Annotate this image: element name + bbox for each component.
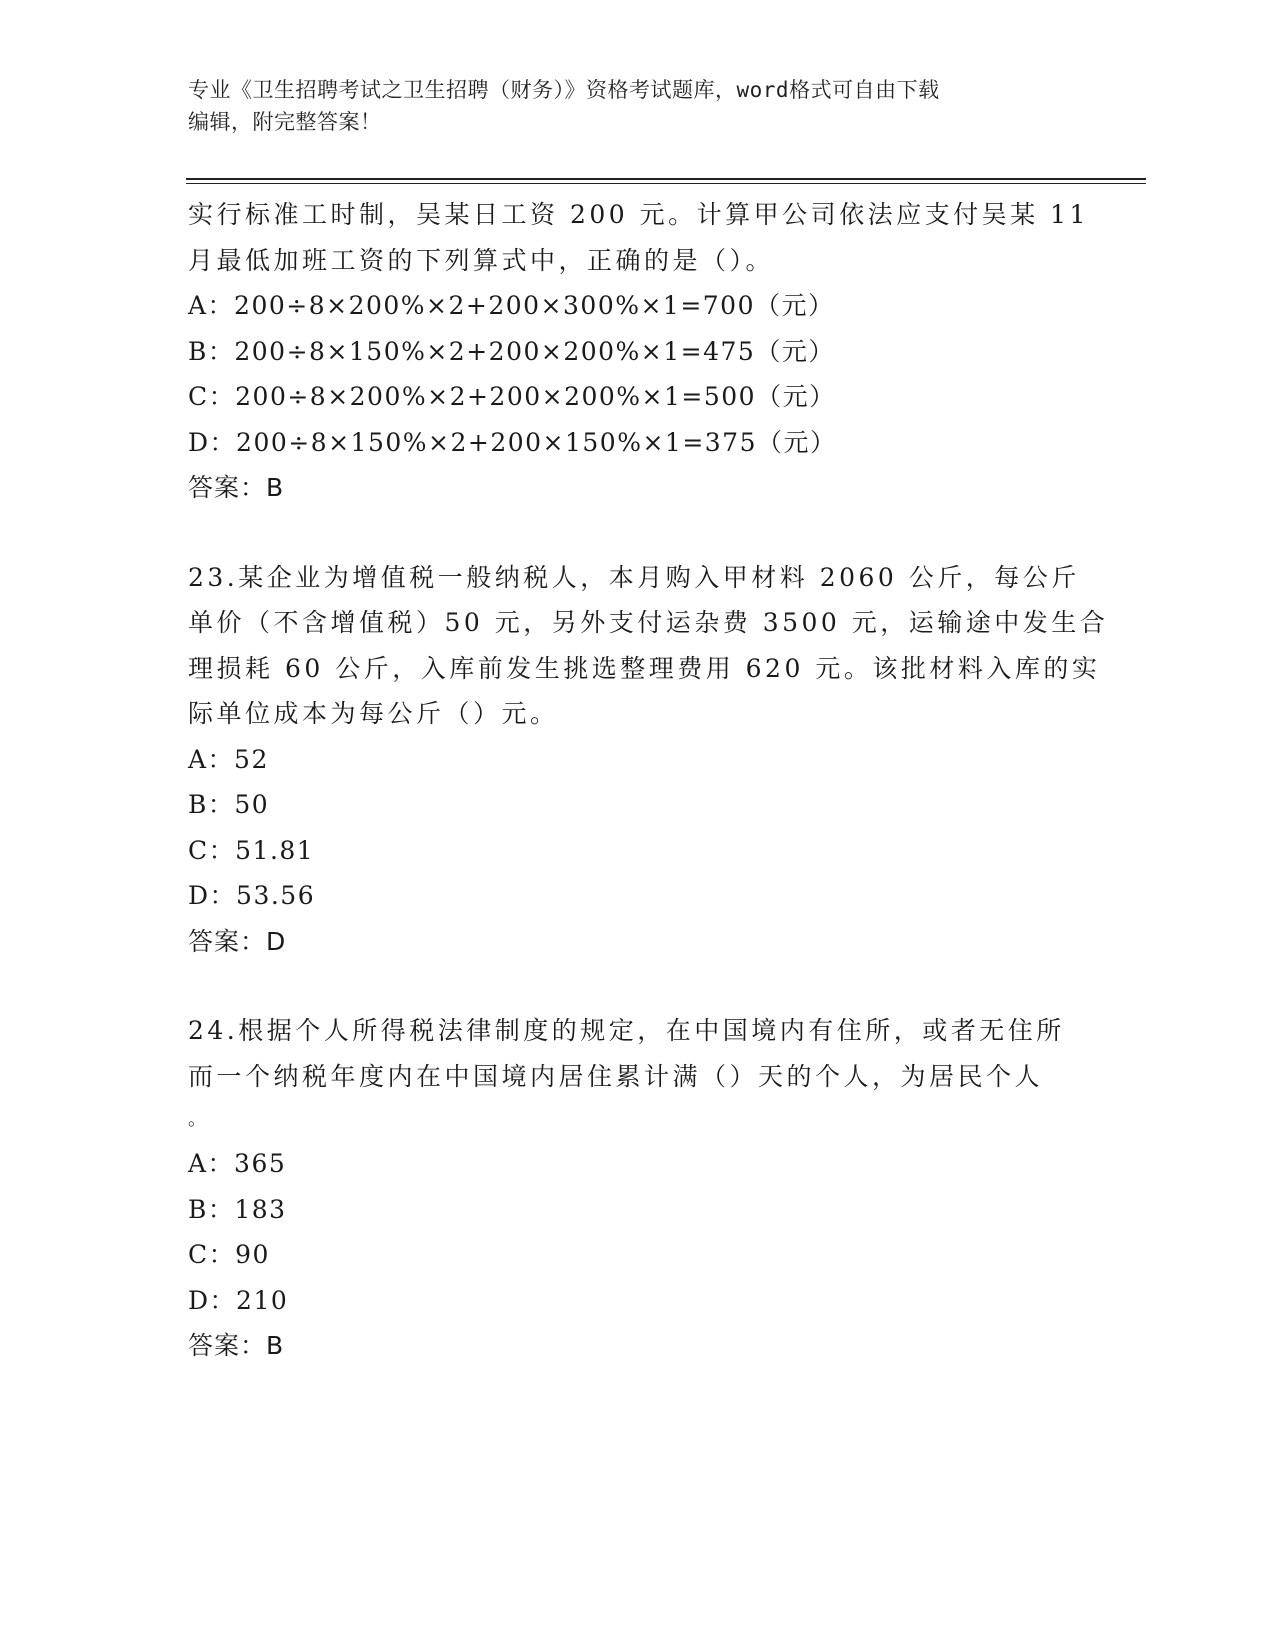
option-a: A：365 — [188, 1149, 287, 1178]
option-d: D：53.56 — [188, 881, 316, 910]
option-c: C：200÷8×200%×2+200×200%×1=500（元） — [188, 382, 836, 411]
option-d: D：200÷8×150%×2+200×150%×1=375（元） — [188, 427, 837, 457]
answer-label: 答案：B — [188, 1331, 285, 1360]
option-b: B：50 — [188, 790, 270, 819]
answer-label: 答案：D — [188, 926, 287, 956]
question-text-line: 实行标准工时制，吴某日工资 200 元。计算甲公司依法应支付吴某 11 — [188, 200, 1089, 229]
question-text-line: 单价（不含增值税）50 元，另外支付运杂费 3500 元，运输途中发生合 — [188, 608, 1109, 637]
header-divider — [186, 178, 1146, 184]
question-text-line: 23.某企业为增值税一般纳税人，本月购入甲材料 2060 公斤，每公斤 — [188, 562, 1080, 592]
header-line-2: 编辑，附完整答案！ — [188, 110, 382, 134]
option-b: B：200÷8×150%×2+200×200%×1=475（元） — [188, 336, 835, 366]
question-22 — [188, 192, 1088, 511]
document-header — [188, 74, 1088, 138]
question-text-line: 理损耗 60 公斤，入库前发生挑选整理费用 620 元。该批材料入库的实 — [188, 653, 1101, 683]
question-text-line: 而一个纳税年度内在中国境内居住累计满（）天的个人，为居民个人 — [188, 1061, 1044, 1091]
answer-label: 答案：B — [188, 473, 285, 502]
option-a: A：52 — [188, 744, 269, 774]
question-23 — [188, 555, 1109, 965]
question-24 — [188, 1008, 1088, 1369]
option-b: B：183 — [188, 1194, 287, 1224]
question-text-line: 。 — [188, 1109, 210, 1130]
option-c: C：51.81 — [188, 835, 315, 865]
option-a: A：200÷8×200%×2+200×300%×1=700（元） — [188, 291, 835, 320]
question-list — [188, 192, 1109, 1369]
option-d: D：210 — [188, 1285, 289, 1315]
question-text-line: 际单位成本为每公斤（）元。 — [188, 699, 559, 728]
question-text-line: 24.根据个人所得税法律制度的规定，在中国境内有住所，或者无住所 — [188, 1016, 1065, 1045]
question-text-line: 月最低加班工资的下列算式中，正确的是（）。 — [188, 245, 775, 275]
header-line-1: 专业《卫生招聘考试之卫生招聘（财务）》资格考试题库，word格式可自由下载 — [188, 78, 940, 102]
option-c: C：90 — [188, 1240, 270, 1269]
